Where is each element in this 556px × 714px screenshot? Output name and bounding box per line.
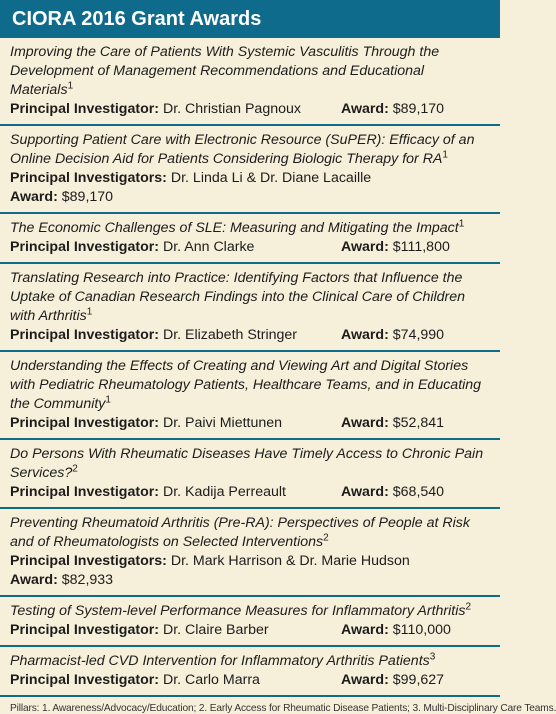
award-item [0,38,500,126]
pillar-marker: 3 [429,651,436,663]
pillar-marker: 2 [323,532,329,544]
investigator-label: Principal Investigator: [10,622,160,638]
investigator-name: Dr. Ann Clarke [162,239,255,255]
investigator-label: Principal Investigator: [10,484,160,500]
pillar-marker: 1 [458,218,465,230]
pillar-marker: 1 [442,149,448,161]
award-amount: $52,841 [392,415,445,431]
award-details-row [10,571,491,590]
award-label: Award: [341,327,389,343]
investigator-name: Dr. Elizabeth Stringer [162,327,298,343]
award-title: Pharmacist-led CVD Intervention for Inflammatory Arthritis Patients$^3$ [10,651,436,669]
award-title: Preventing Rheumatoid Arthritis (Pre-RA): Perspectives of People at Risk and of Rheumatologists on Selected Interventions$^2$ [10,515,470,550]
award-details-row [10,188,491,207]
page-title: CIORA 2016 Grant Awards [0,0,500,38]
investigator-name: Dr. Carlo Marra [162,672,260,688]
award-details-row [10,552,491,571]
award-details-row [10,671,491,690]
investigator-label: Principal Investigators: [10,553,167,569]
award-amount: $111,800 [392,239,450,255]
investigator-label: Principal Investigator: [10,239,160,255]
investigator-name: Dr. Mark Harrison & Dr. Marie Hudson [170,553,410,569]
investigator-label: Principal Investigator: [10,101,160,117]
award-item [0,597,500,647]
award-details-row [10,621,491,640]
award-amount: $82,933 [61,572,114,588]
investigator-name: Dr. Christian Pagnoux [162,101,301,117]
investigator-label: Principal Investigators: [10,170,167,186]
award-label: Award: [341,239,389,255]
award-title: The Economic Challenges of SLE: Measuring and Mitigating the Impact$^1$ [10,218,465,236]
award-item [0,126,500,214]
pillar-marker: 1 [105,394,111,406]
award-label: Award: [10,572,58,588]
award-item [0,647,500,697]
award-details-row [10,100,491,119]
award-title: Do Persons With Rheumatic Diseases Have Timely Access to Chronic Pain Services?$^2$ [10,446,484,481]
pillar-marker: 2 [465,601,472,613]
award-label: Award: [341,622,389,638]
award-title: Supporting Patient Care with Electronic Resource (SuPER): Efficacy of an Online Decision Aid for Patients Considering Biologic Therapy for $RA^1$ [10,132,475,167]
grant-award-list [0,38,500,697]
award-details-row [10,238,491,257]
award-item [0,509,500,597]
award-item [0,440,500,509]
investigator-name: Dr. Paivi Miettunen [162,415,283,431]
award-title: Translating Research into Practice: Identifying Factors that Influence the Uptake of Canadian Research Findings into the Clinical Care of Children with Arthritis$^1$ [10,270,466,324]
award-title: Improving the Care of Patients With Systemic Vasculitis Through the Development of Management Recommendations and Educational Materials$^1$ [10,44,440,98]
award-details-row [10,326,491,345]
award-details-row [10,169,491,188]
award-label: Award: [341,484,389,500]
award-details-row [10,414,491,433]
award-amount: $89,170 [392,101,445,117]
investigator-label: Principal Investigator: [10,415,160,431]
award-amount: $110,000 [392,622,451,638]
award-amount: $89,170 [61,189,114,205]
pillar-marker: 1 [67,80,74,92]
investigator-name: Dr. Linda Li & Dr. Diane Lacaille [170,170,372,186]
pillar-marker: 1 [86,306,93,318]
pillars-footnote: Pillars: 1. Awareness/Advocacy/Education; 2. Early Access for Rheumatic Disease Patients; 3. Multi-Disciplinary Care Teams. [10,703,556,714]
award-label: Award: [341,672,389,688]
award-item [0,264,500,352]
award-amount: $74,990 [392,327,445,343]
investigator-name: Dr. Kadija Perreault [162,484,286,500]
pillar-marker: 2 [72,463,78,475]
award-item [0,214,500,264]
award-label: Award: [341,415,389,431]
award-label: Award: [341,101,389,117]
award-title: Testing of System-level Performance Measures for Inflammatory Arthritis$^2$ [10,601,472,619]
award-item [0,352,500,440]
award-amount: $99,627 [392,672,445,688]
award-amount: $68,540 [392,484,445,500]
investigator-name: Dr. Claire Barber [162,622,269,638]
award-label: Award: [10,189,58,205]
award-title: Understanding the Effects of Creating and Viewing Art and Digital Stories with Pediatric Rheumatology Patients, Healthcare Teams, and in Educating the Community$^1$ [10,358,482,412]
award-details-row [10,483,491,502]
investigator-label: Principal Investigator: [10,327,160,343]
investigator-label: Principal Investigator: [10,672,160,688]
